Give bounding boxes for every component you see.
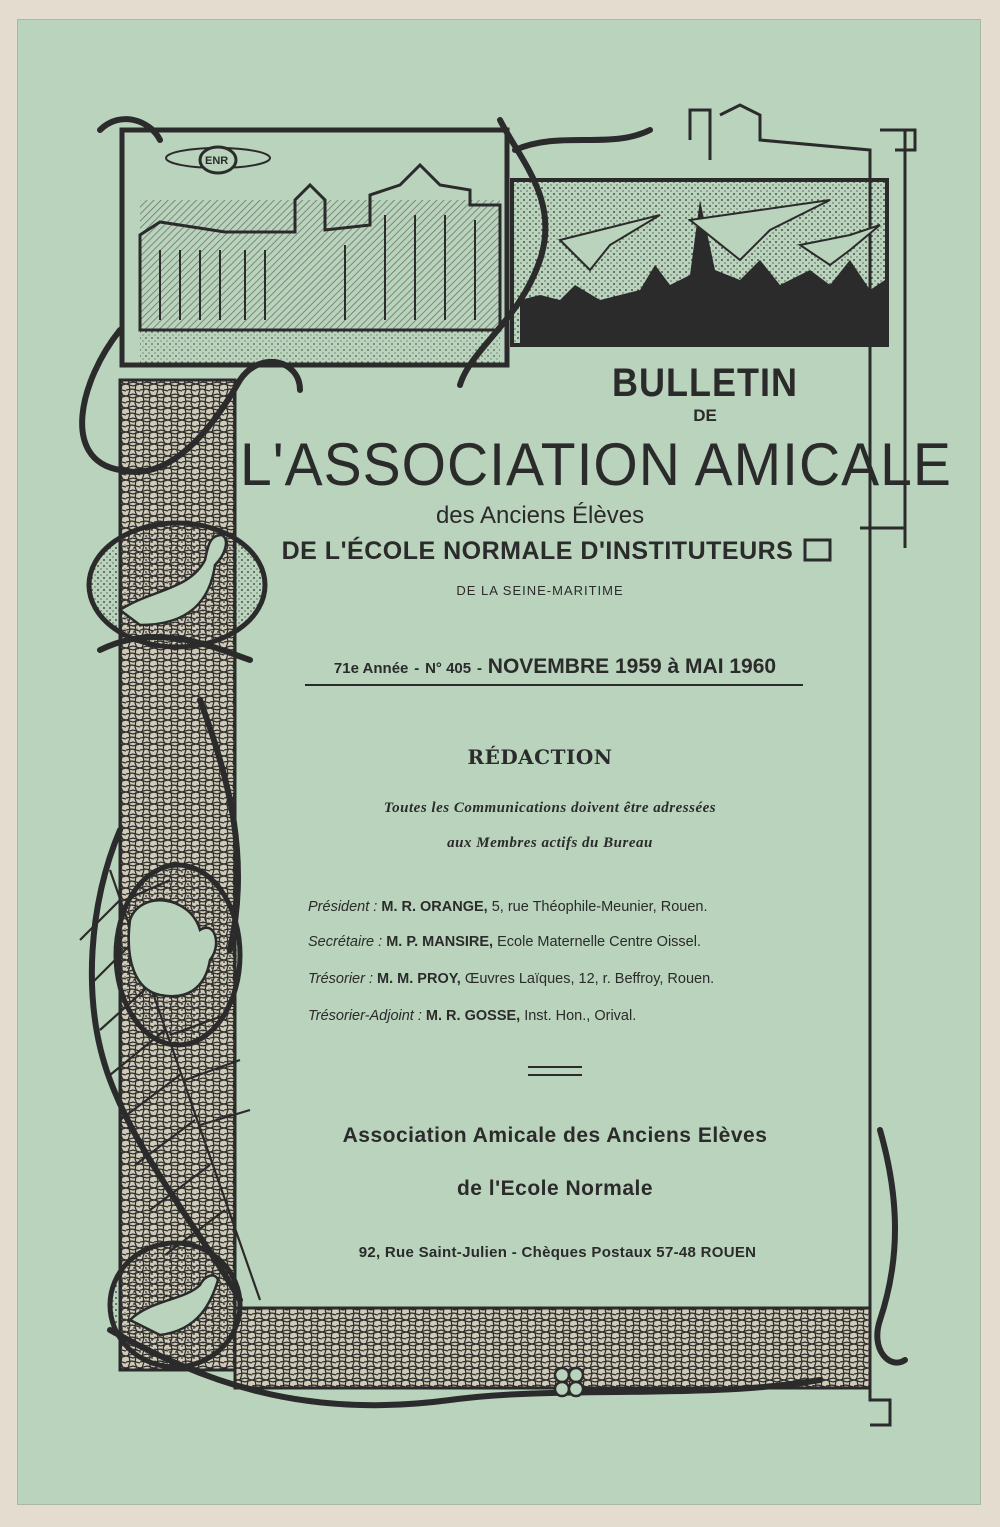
issue-dash: - (476, 660, 482, 677)
subtitle-anciens-eleves: des Anciens Élèves (435, 502, 645, 529)
member-role: Président : (308, 899, 378, 915)
issue-number: N° 405 (425, 660, 472, 677)
member-role: Trésorier : (308, 971, 373, 987)
member-role: Secrétaire : (308, 934, 383, 950)
member-tresorier (308, 971, 808, 987)
member-detail: 5, rue Théophile-Meunier, Rouen. (491, 899, 708, 915)
footer-association: Association Amicale des Anciens Elèves (342, 1124, 768, 1147)
bulletin-de: DE (693, 406, 717, 425)
turkey-medallion (116, 865, 240, 1045)
separator-rule (528, 1066, 582, 1068)
member-role: Trésorier-Adjoint : (308, 1008, 422, 1024)
separator-rule (528, 1074, 582, 1076)
redaction-heading: RÉDACTION (467, 745, 613, 769)
redaction-line-2: aux Membres actifs du Bureau (447, 835, 653, 851)
partridge-medallion (110, 1243, 240, 1367)
association-title: L'ASSOCIATION AMICALE (240, 431, 952, 499)
subtitle-ecole-normale: DE L'ÉCOLE NORMALE D'INSTITUTEURS (281, 537, 794, 565)
member-name: M. R. GOSSE, (425, 1008, 521, 1024)
footer-address-line (305, 1244, 810, 1261)
issue-line (300, 655, 810, 679)
enr-emblem: ENR (205, 155, 229, 167)
goose-medallion (89, 523, 265, 647)
member-president (308, 899, 808, 915)
footer-dash: - (511, 1244, 517, 1261)
member-detail: Ecole Maternelle Centre Oissel. (497, 934, 702, 950)
member-secretaire (308, 934, 808, 950)
member-detail: Œuvres Laïques, 12, r. Beffroy, Rouen. (464, 971, 715, 987)
member-name: M. P. MANSIRE, (386, 934, 494, 950)
footer-postal: Chèques Postaux 57-48 ROUEN (521, 1244, 757, 1261)
footer-ecole: de l'Ecole Normale (456, 1177, 654, 1200)
city-skyline-panel (512, 180, 887, 345)
subtitle-seine-maritime: DE LA SEINE-MARITIME (456, 583, 624, 598)
footer-address: 92, Rue Saint-Julien (358, 1244, 508, 1261)
issue-underline (305, 684, 803, 686)
issue-year: 71e Année (333, 660, 409, 677)
issue-period: NOVEMBRE 1959 à MAI 1960 (487, 655, 777, 678)
bulletin-title: BULLETIN (612, 359, 798, 405)
member-name: M. R. ORANGE, (381, 899, 488, 915)
member-tresorier-adjoint (308, 1008, 808, 1024)
school-building-picture (122, 130, 507, 365)
issue-dash: - (414, 660, 420, 677)
member-name: M. M. PROY, (377, 971, 461, 987)
member-detail: Inst. Hon., Orival. (524, 1008, 637, 1024)
bottom-mosaic-band (235, 1308, 870, 1388)
redaction-line-1: Toutes les Communications doivent être adressées (383, 800, 717, 816)
